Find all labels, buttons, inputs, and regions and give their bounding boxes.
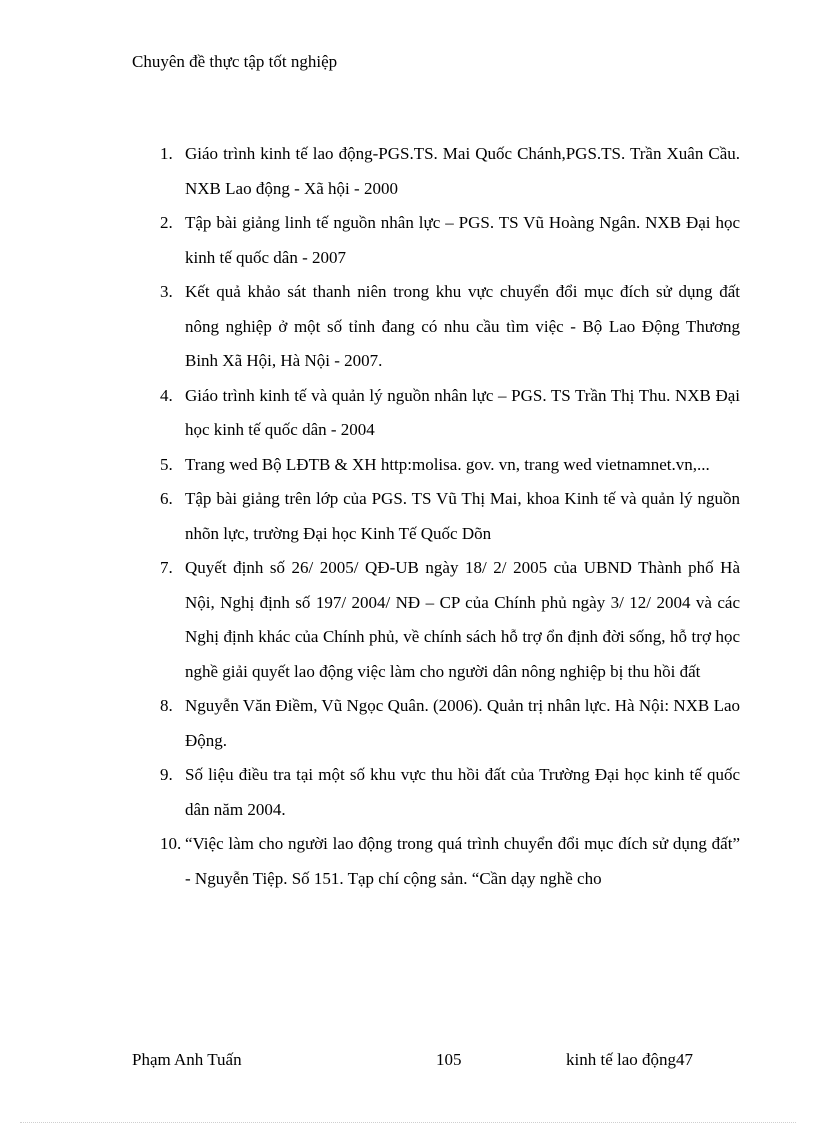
reference-text: Kết quả khảo sát thanh niên trong khu vực chuyển đổi mục đích sử dụng đất nông nghiệp ở một số tỉnh đang có nhu cầu tìm việc - Bộ Lao Động Thương Binh Xã Hội, Hà Nội - 2007.	[185, 282, 740, 370]
reference-number: 4.	[160, 385, 173, 405]
reference-number: 2.	[160, 213, 173, 232]
reference-number: 7.	[160, 558, 173, 577]
footer-page-number: 105	[436, 1050, 462, 1069]
reference-text: Số liệu điều tra tại một số khu vực thu hồi đất của Trường Đại học kinh tế quốc dân năm 2004.	[185, 765, 740, 819]
footer-author: Phạm Anh Tuấn	[132, 1050, 242, 1069]
reference-item	[160, 689, 740, 758]
reference-item	[160, 206, 740, 275]
reference-number: 1.	[160, 144, 173, 163]
reference-number: 8.	[160, 696, 173, 715]
reference-text: Tập bài giảng trên lớp của PGS. TS Vũ Thị Mai, khoa Kinh tế và quản lý nguồn nhõn lực, trường Đại học Kinh Tế Quốc Dõn	[185, 489, 740, 543]
reference-text: “Việc làm cho người lao động trong quá trình chuyển đổi mục đích sử dụng đất” - Nguyễn Tiệp. Số 151. Tạp chí cộng sản. “Cần dạy nghề cho	[185, 834, 740, 888]
reference-item	[160, 551, 740, 689]
reference-number: 3.	[160, 282, 173, 301]
footer-course: kinh tế lao động47	[566, 1050, 694, 1069]
reference-item	[160, 827, 740, 896]
reference-number: 5.	[160, 454, 173, 474]
reference-text: Nguyễn Văn Điềm, Vũ Ngọc Quân. (2006). Quản trị nhân lực. Hà Nội: NXB Lao Động.	[185, 696, 740, 750]
reference-text: Tập bài giảng linh tế nguồn nhân lực – PGS. TS Vũ Hoàng Ngân. NXB Đại học kinh tế quốc dân - 2007	[185, 213, 740, 267]
page-header: Chuyên đề thực tập tốt nghiệp	[132, 52, 338, 71]
reference-item	[160, 482, 740, 551]
reference-text: Giáo trình kinh tế và quản lý nguồn nhân lực – PGS. TS Trần Thị Thu. NXB Đại học kinh tế quốc dân - 2004	[185, 385, 740, 439]
reference-item	[160, 379, 740, 448]
reference-number: 9.	[160, 765, 173, 784]
reference-item	[160, 758, 740, 827]
reference-item	[160, 137, 740, 206]
reference-text: Quyết định số 26/ 2005/ QĐ-UB ngày 18/ 2/ 2005 của UBND Thành phố Hà Nội, Nghị định số 197/ 2004/ NĐ – CP của Chính phủ ngày 3/ 12/ 2004 và các Nghị định khác của Chính phủ, về chính sách hỗ trợ ổn định đời sống, hỗ trợ học nghề giải quyết lao động việc làm cho người dân nông nghiệp bị thu hồi đất	[185, 558, 740, 681]
reference-item	[160, 275, 740, 379]
reference-text: Trang wed Bộ LĐTB & XH http:molisa. gov. vn, trang wed vietnamnet.vn,...	[185, 454, 710, 474]
reference-number: 10.	[160, 834, 182, 853]
reference-list	[160, 137, 740, 896]
reference-number: 6.	[160, 489, 173, 508]
reference-item	[160, 448, 740, 483]
reference-text: Giáo trình kinh tế lao động-PGS.TS. Mai Quốc Chánh,PGS.TS. Trần Xuân Cầu. NXB Lao động - Xã hội - 2000	[185, 144, 740, 198]
